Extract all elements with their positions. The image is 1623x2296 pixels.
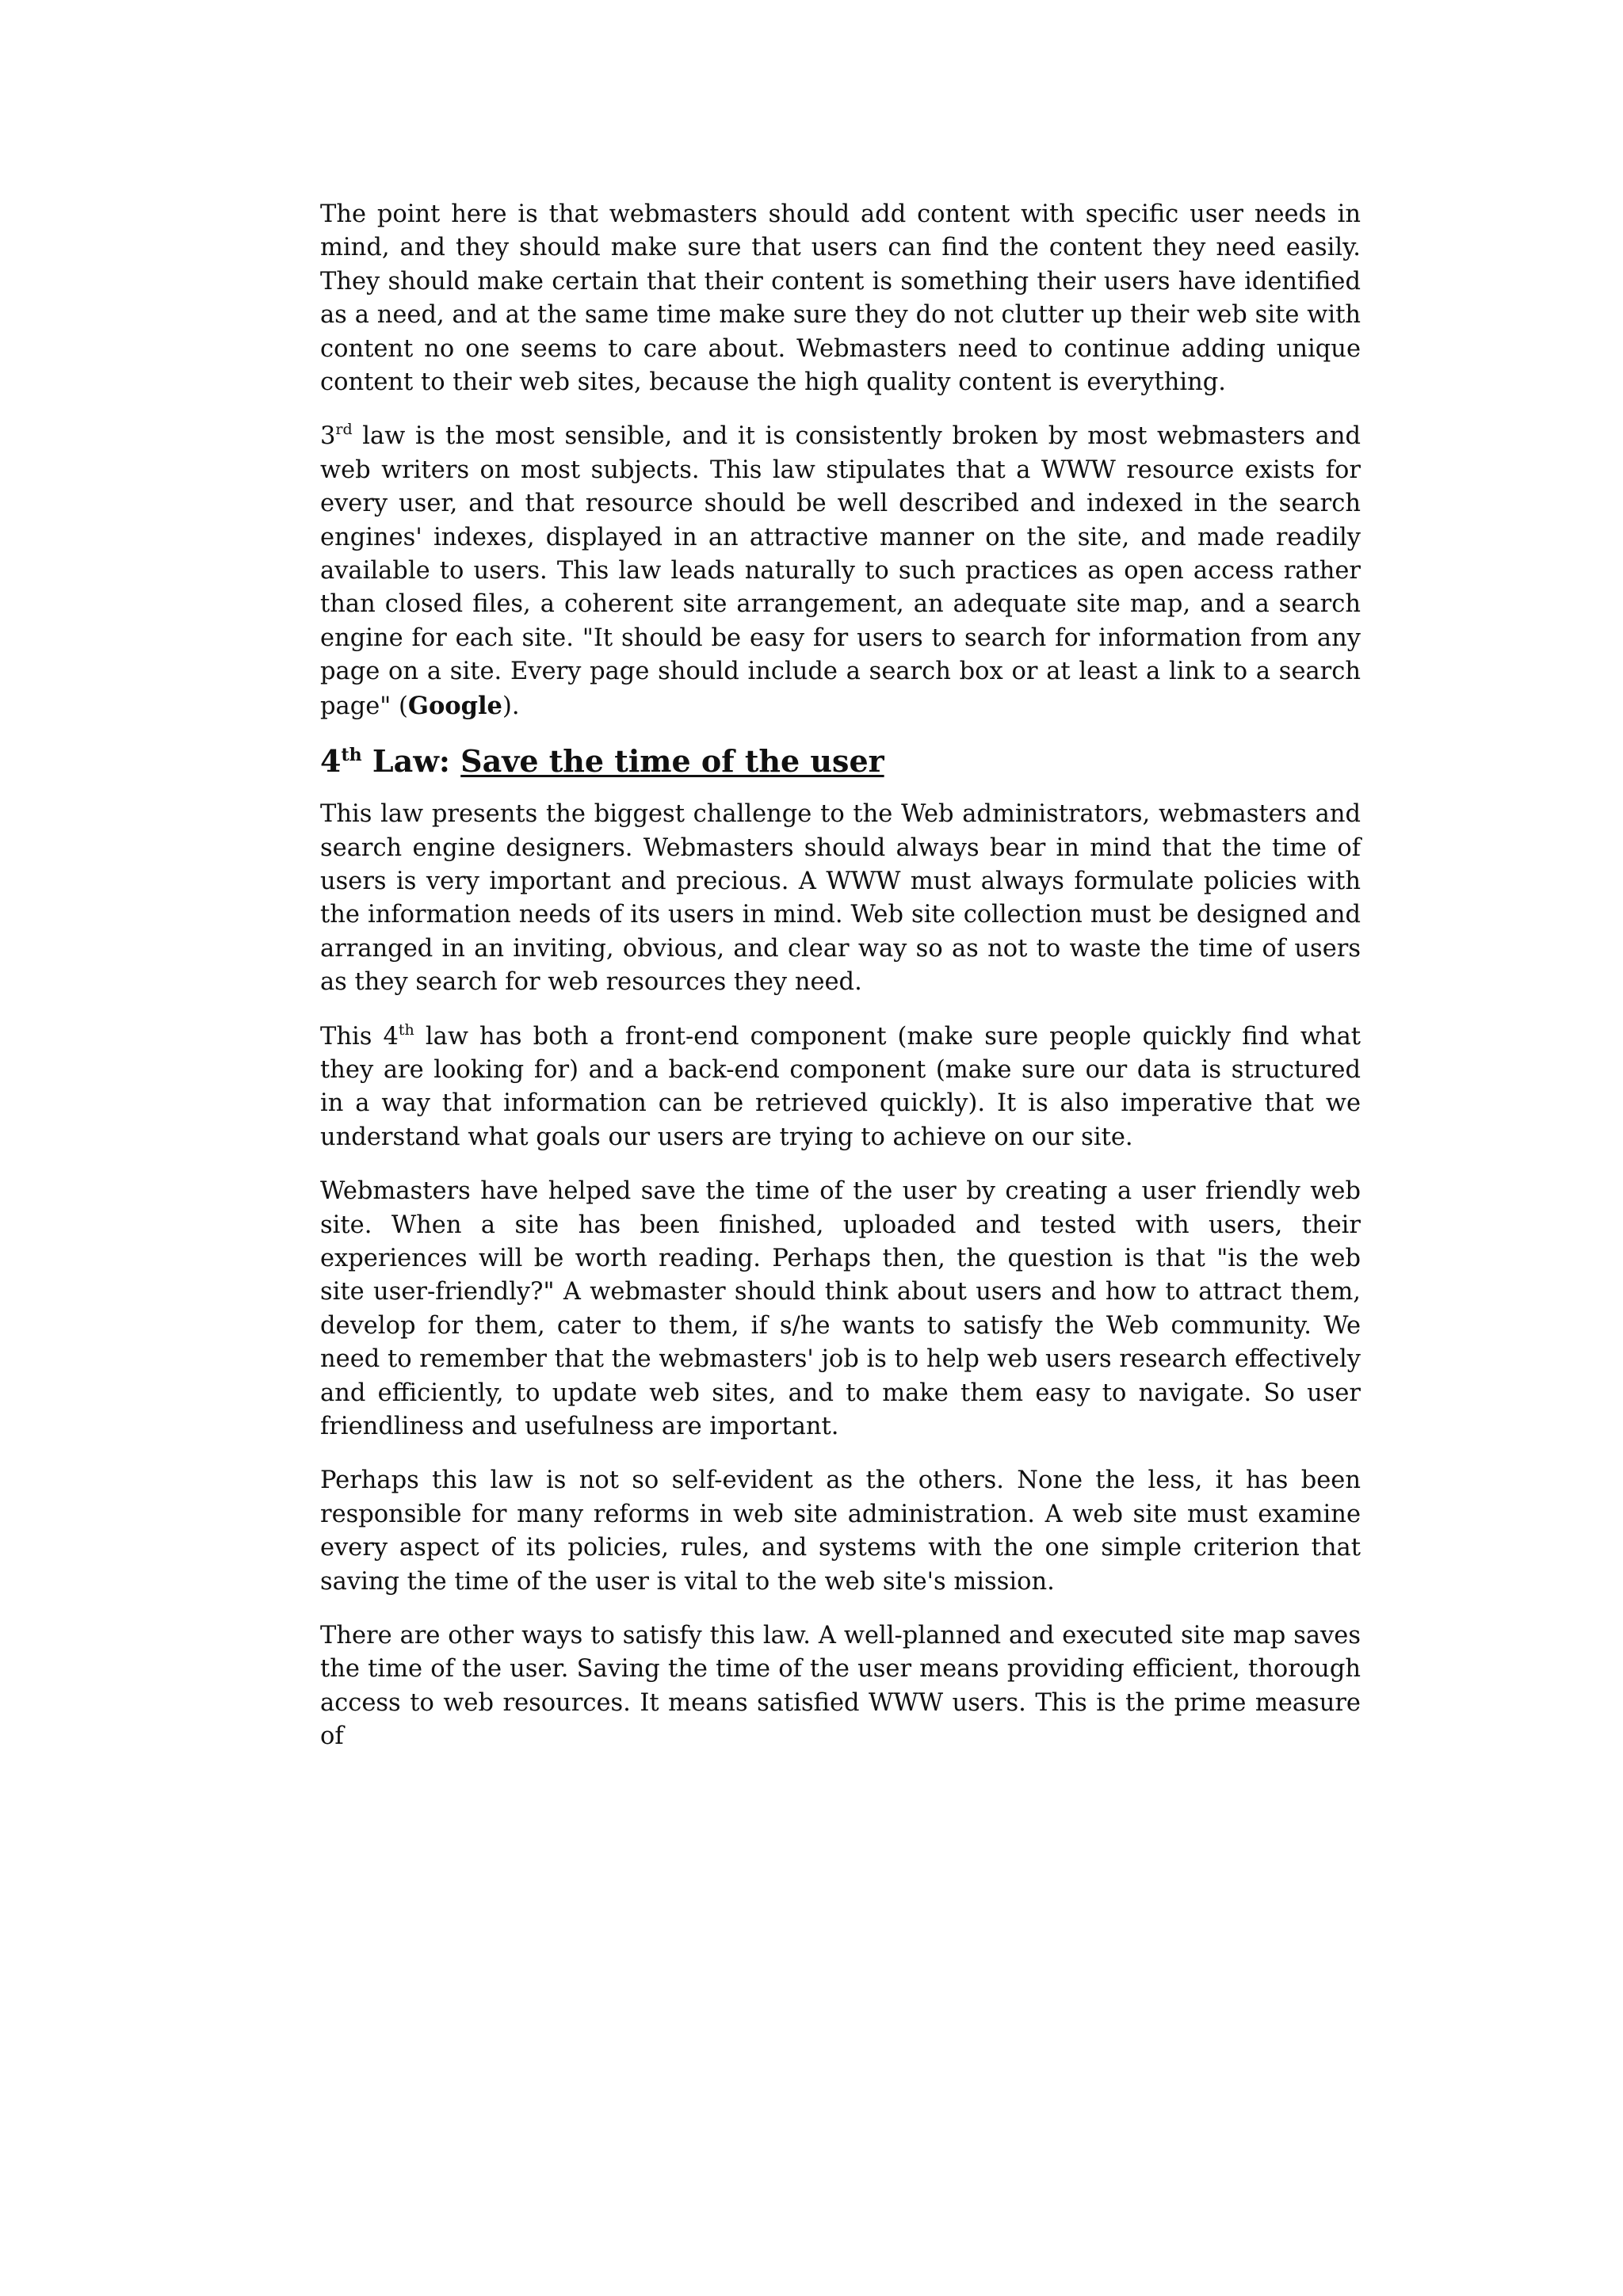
document-page bbox=[320, 198, 1361, 1775]
heading-number: 4 bbox=[320, 743, 342, 780]
third-law-ordinal: rd bbox=[335, 421, 353, 439]
third-law-text: law is the most sensible, and it is consistently broken by most webmasters and web writers on most subjects. This law stipulates that a WWW resource exists for every user, and that resource should be well described and indexed in the search engines' indexes, displayed in an attractive manner on the site, and made readily available to users. This law leads naturally to such practices as open access rather than closed files, a coherent site arrangement, an adequate site map, and a search engine for each site. "It should be easy for users to search for information from any page on a site. Every page should include a search box or at least a link to a search page" ( bbox=[320, 422, 1361, 720]
paragraph-biggest-challenge: This law presents the biggest challenge to the Web administrators, webmasters and search engine designers. Webmasters should always bear in mind that the time of users is very important and precious. A WWW must always formulate policies with the information needs of its users in mind. Web site collection must be designed and arranged in an inviting, obvious, and clear way so as not to waste the time of users as they search for web resources they need. bbox=[320, 800, 1361, 997]
heading-ordinal: th bbox=[341, 745, 362, 766]
fourth-law-start: This 4 bbox=[320, 1022, 399, 1051]
paragraph-user-friendly: Webmasters have helped save the time of the user by creating a user friendly web site. When a site has been finished, uploaded and tested with users, their experiences will be worth reading. Perhaps then, the question is that "is the web site user-friendly?" A webmaster should think about users and how to attract them, develop for them, cater to them, if s/he wants to satisfy the Web community. We need to remember that the webmasters' job is to help web users research effectively and efficiently, to update web sites, and to make them easy to navigate. So user friendliness and usefulness are important. bbox=[320, 1177, 1361, 1440]
heading-title: Save the time of the user bbox=[460, 743, 884, 780]
paragraph-content-needs: The point here is that webmasters should add content with specific user needs in mind, and they should make sure that users can find the content they need easily. They should make certain that their content is something their users have identified as a need, and at the same time make sure they do not clutter up their web site with content no one seems to care about. Webmasters need to continue adding unique content to their web sites, because the high quality content is everything. bbox=[320, 200, 1361, 397]
paragraph-other-ways: There are other ways to satisfy this law. A well-planned and executed site map saves the time of the user. Saving the time of the user means providing efficient, thorough access to web resources. It means satisfied WWW users. This is the prime measure of bbox=[320, 1622, 1361, 1751]
paragraph-front-back-end bbox=[320, 1020, 1361, 1155]
section-heading-fourth-law bbox=[320, 744, 1361, 779]
heading-prefix: Law: bbox=[361, 743, 461, 780]
third-law-end: ). bbox=[502, 692, 520, 720]
fourth-law-ordinal: th bbox=[398, 1020, 414, 1039]
google-citation: Google bbox=[407, 691, 502, 720]
fourth-law-text: law has both a front-end component (make sure people quickly find what they are looking for) and a back-end component (make sure our data is structured in a way that information can be retrieved quickly). It is also imperative that we understand what goals our users are trying to achieve on our site. bbox=[320, 1022, 1361, 1151]
third-law-number: 3 bbox=[320, 422, 336, 451]
paragraph-third-law bbox=[320, 420, 1361, 723]
paragraph-self-evident: Perhaps this law is not so self-evident as the others. None the less, it has been responsible for many reforms in web site administration. A web site must examine every aspect of its policies, rules, and systems with the one simple criterion that saving the time of the user is vital to the web site's mission. bbox=[320, 1466, 1361, 1596]
